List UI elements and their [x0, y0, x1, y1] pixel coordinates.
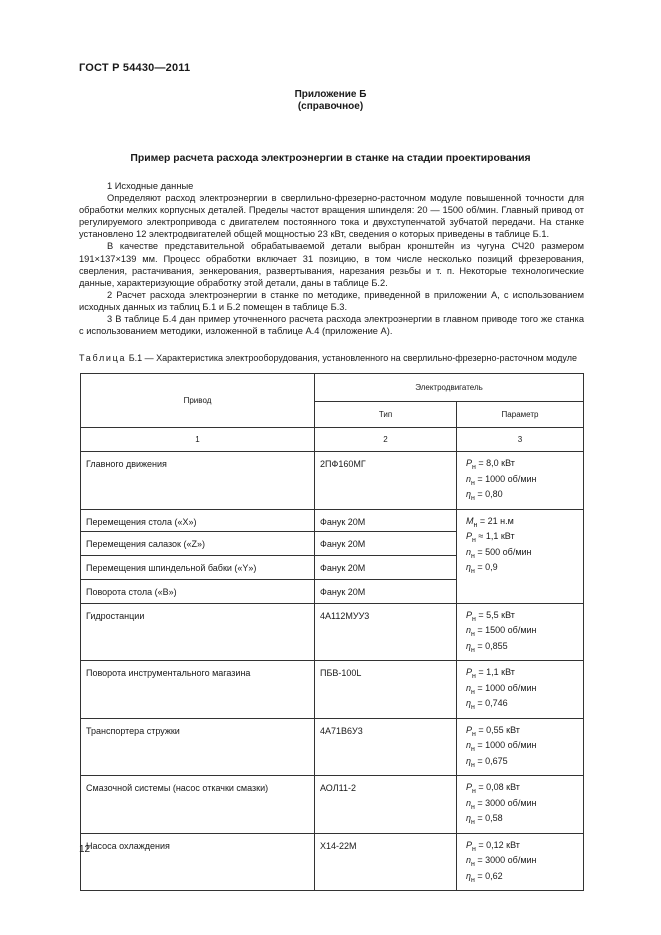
param-cell — [457, 509, 584, 603]
param-subscript: н — [471, 703, 475, 711]
type-cell: 4А112МУУ3 — [315, 603, 457, 661]
param-symbol: n — [466, 625, 472, 635]
header-type: Тип — [315, 402, 457, 428]
type-cell: ПБВ-100L — [315, 661, 457, 719]
param-symbol: P — [466, 724, 473, 735]
param-symbol: M — [466, 515, 474, 526]
param-symbol: n — [466, 855, 472, 865]
param-subscript: н — [472, 672, 476, 680]
param-value: = 8,0 кВт — [475, 458, 515, 468]
param-symbol: P — [466, 782, 473, 792]
table-row — [81, 509, 584, 531]
param-line — [466, 667, 583, 683]
table-row — [81, 718, 584, 776]
param-value: = 0,746 — [474, 698, 508, 708]
param-value: = 0,08 кВт — [475, 782, 520, 792]
param-value: = 1,1 кВт — [475, 667, 515, 677]
table-row — [81, 776, 584, 834]
param-value: = 0,58 — [474, 813, 503, 823]
param-line — [466, 641, 583, 657]
param-line — [466, 531, 583, 547]
param-cell — [457, 603, 584, 661]
param-symbol: P — [466, 609, 473, 620]
param-subscript: н — [471, 479, 475, 487]
param-value: = 1000 об/мин — [474, 473, 537, 484]
param-value: = 0,9 — [474, 562, 498, 572]
param-value: = 1000 об/мин — [474, 740, 537, 750]
table-row — [81, 661, 584, 719]
param-line — [466, 458, 583, 474]
param-subscript: н — [471, 646, 475, 654]
param-line — [466, 547, 583, 563]
param-subscript: н — [471, 818, 475, 826]
drive-cell: Перемещения стола («X») — [81, 509, 315, 531]
paragraph: 3 В таблице Б.4 дан пример уточненного расчета расхода электроэнергии в главном приводе того же станка с использованием методики, изложенной в таблице А.4 (приложение А). — [79, 314, 584, 337]
param-cell — [457, 776, 584, 834]
param-line — [466, 855, 583, 871]
annex-note: (справочное) — [297, 101, 364, 112]
param-symbol: η — [466, 489, 471, 499]
param-line — [466, 516, 583, 532]
column-number: 1 — [81, 428, 315, 452]
param-value: = 1000 об/мин — [474, 682, 537, 693]
column-number: 2 — [315, 428, 457, 452]
header-motor: Электродвигатель — [315, 374, 584, 402]
param-line — [466, 798, 583, 814]
param-value: = 21 н.м — [477, 515, 514, 526]
param-value: = 500 об/мин — [474, 546, 532, 557]
body-text — [79, 180, 584, 337]
header-parameter: Параметр — [457, 402, 584, 428]
type-cell: Фанук 20М — [315, 509, 457, 531]
table-caption — [79, 353, 599, 363]
param-symbol: n — [466, 546, 472, 557]
param-line — [466, 871, 583, 887]
param-value: = 0,12 кВт — [475, 839, 520, 850]
param-value: = 3000 об/мин — [474, 797, 537, 808]
param-symbol: P — [466, 458, 473, 468]
param-cell — [457, 833, 584, 891]
param-symbol: η — [466, 640, 471, 651]
table-row — [81, 833, 584, 891]
param-cell — [457, 661, 584, 719]
param-line — [466, 610, 583, 626]
param-subscript: н — [471, 688, 475, 696]
type-cell: 4А71В6У3 — [315, 718, 457, 776]
param-line — [466, 725, 583, 741]
param-symbol: η — [466, 813, 471, 823]
type-cell: Х14-22М — [315, 833, 457, 891]
paragraph: В качестве представительной обрабатываемой детали выбран кронштейн из чугуна СЧ20 размером 191×137×139 мм. Процесс обработки включает 31 позицию, в том числе несколько позиций фрезерования, сверления, растачивания, зенкерования, развертывания, нарезания резьбы и т. п. Некоторые технологические данные, характеризующие обработку этой детали, даны в таблице Б.2. — [79, 241, 584, 288]
annex-title: Приложение Б — [294, 89, 367, 100]
param-line — [466, 698, 583, 714]
param-value: = 5,5 кВт — [475, 609, 515, 620]
paragraph: 2 Расчет расхода электроэнергии в станке по методике, приведенной в приложении А, с использованием исходных данных из таблиц Б.1 и Б.2 помещен в таблице Б.3. — [79, 289, 584, 312]
param-symbol: η — [466, 755, 471, 766]
page-number: 12 — [79, 844, 91, 855]
type-cell: АОЛ11-2 — [315, 776, 457, 834]
param-subscript: н — [472, 730, 476, 738]
param-value: = 3000 об/мин — [474, 855, 537, 865]
param-subscript: н — [471, 745, 475, 753]
param-subscript: н — [473, 521, 478, 529]
param-subscript: н — [471, 494, 475, 502]
param-cell — [457, 452, 584, 510]
param-subscript: н — [471, 803, 475, 811]
column-number: 3 — [457, 428, 584, 452]
param-line — [466, 840, 583, 856]
table-caption-text: Б.1 — Характеристика электрооборудования, установленного на сверлильно-фрезерно-расточном модуле — [126, 353, 577, 363]
param-symbol: P — [466, 531, 473, 541]
param-value: ≈ 1,1 кВт — [475, 531, 515, 541]
drive-cell: Гидростанции — [81, 603, 315, 661]
drive-cell: Главного движения — [81, 452, 315, 510]
param-value: = 0,675 — [474, 755, 508, 766]
param-line — [466, 782, 583, 798]
standard-designation: ГОСТ Р 54430—2011 — [79, 62, 191, 74]
paragraph: 1 Исходные данные — [107, 181, 194, 191]
param-line — [466, 474, 583, 490]
param-symbol: P — [466, 667, 473, 677]
param-subscript: н — [471, 876, 475, 884]
param-value: = 0,855 — [474, 640, 508, 651]
param-subscript: н — [471, 567, 475, 575]
param-subscript: н — [472, 536, 476, 544]
param-subscript: н — [471, 860, 475, 868]
drive-cell: Поворота инструментального магазина — [81, 661, 315, 719]
type-cell: Фанук 20М — [315, 579, 457, 603]
drive-cell: Перемещения шпиндельной бабки («Y») — [81, 555, 315, 579]
drive-cell: Транспортера стружки — [81, 718, 315, 776]
param-line — [466, 489, 583, 505]
param-cell — [457, 718, 584, 776]
param-subscript: н — [472, 615, 476, 623]
param-symbol: n — [466, 682, 472, 693]
param-line — [466, 562, 583, 578]
annex-heading — [0, 89, 661, 113]
param-symbol: η — [466, 870, 471, 881]
drive-cell: Насоса охлаждения — [81, 833, 315, 891]
param-subscript: н — [472, 845, 476, 853]
param-value: = 0,80 — [474, 489, 503, 499]
type-cell: 2ПФ160МГ — [315, 452, 457, 510]
param-subscript: н — [472, 463, 476, 471]
section-title: Пример расчета расхода электроэнергии в станке на стадии проектирования — [130, 153, 531, 164]
param-symbol: n — [466, 740, 472, 750]
param-line — [466, 625, 583, 641]
param-subscript: н — [471, 630, 475, 638]
table-row — [81, 603, 584, 661]
param-subscript: н — [472, 787, 476, 795]
param-value: = 0,55 кВт — [475, 724, 520, 735]
drive-cell: Смазочной системы (насос откачки смазки) — [81, 776, 315, 834]
equipment-table — [80, 373, 584, 891]
param-line — [466, 756, 583, 772]
paragraph: Определяют расход электроэнергии в сверлильно-фрезерно-расточном модуле повышенной точности для обработки мелких корпусных деталей. Пределы частот вращения шпинделя: 20 — 1500 об/мин. Главный привод от регулируемого электропривода с двигателем постоянного тока и двухступенчатой зубчатой передачи. На станке установлено 12 электродвигателей общей мощностью 23 кВт, сведения о которых приведены в таблице Б.1. — [79, 193, 584, 240]
param-line — [466, 740, 583, 756]
param-subscript: н — [471, 552, 475, 560]
type-cell: Фанук 20М — [315, 555, 457, 579]
drive-cell: Перемещения салазок («Z») — [81, 531, 315, 555]
table-caption-label: Таблица — [79, 353, 127, 363]
param-symbol: η — [466, 698, 471, 708]
table-row — [81, 452, 584, 510]
drive-cell: Поворота стола («В») — [81, 579, 315, 603]
param-subscript: н — [471, 761, 475, 769]
param-line — [466, 813, 583, 829]
param-symbol: n — [466, 473, 472, 484]
param-symbol: n — [466, 797, 472, 808]
type-cell: Фанук 20М — [315, 531, 457, 555]
param-value: = 1500 об/мин — [474, 625, 537, 635]
param-line — [466, 683, 583, 699]
param-symbol: η — [466, 562, 471, 572]
param-value: = 0,62 — [474, 870, 503, 881]
param-symbol: P — [466, 839, 473, 850]
header-drive: Привод — [81, 374, 315, 428]
